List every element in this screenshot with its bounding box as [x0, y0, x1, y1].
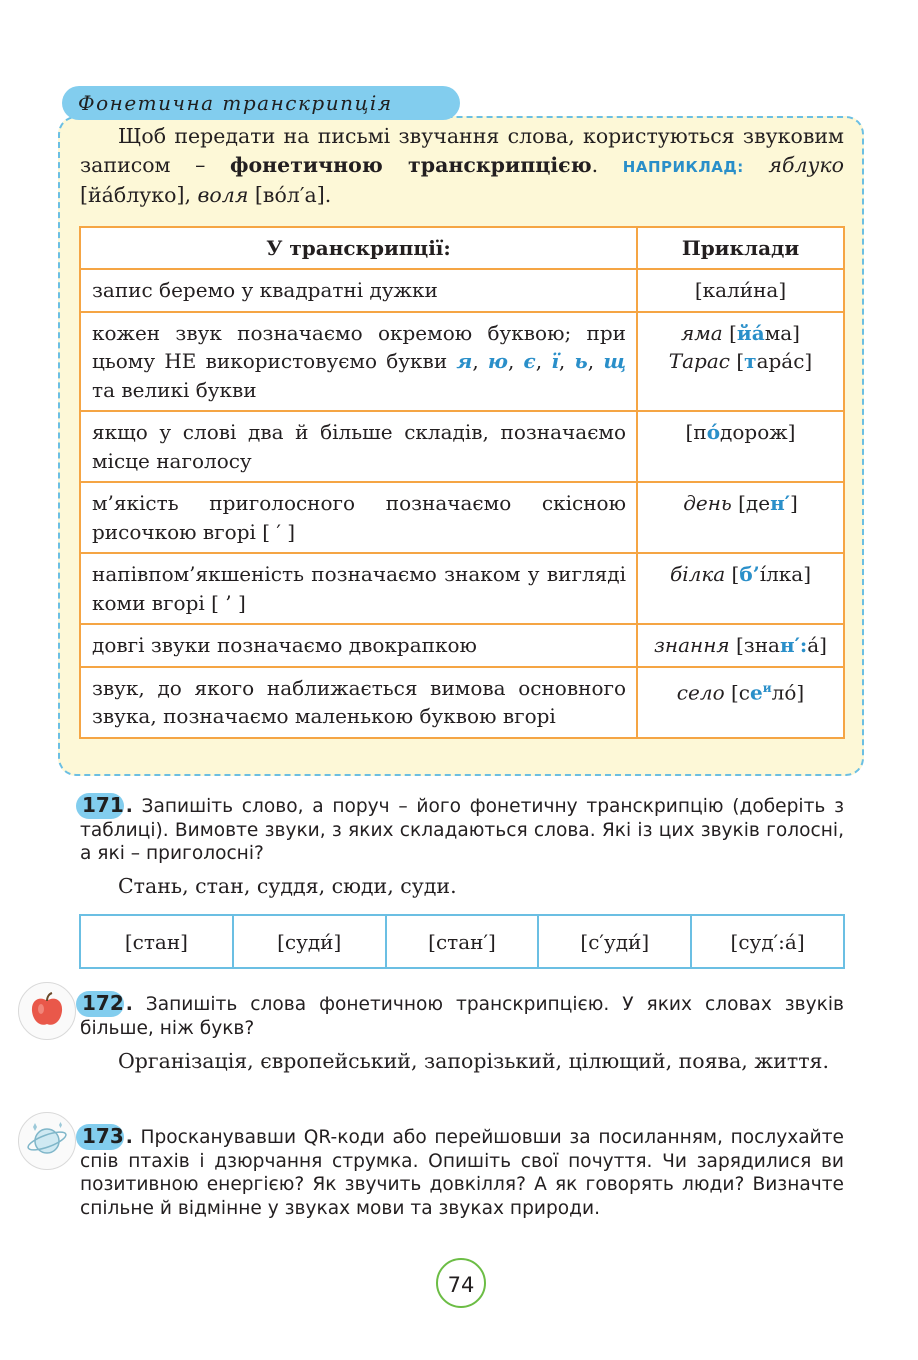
rule-cell: якщо у слові два й більше складів, позначаємо місце наголосу	[80, 411, 637, 482]
rule-text: кожен звук позначаємо окремою буквою; при цьому НЕ використовуємо букви	[92, 320, 626, 373]
task-number: 173	[82, 1124, 124, 1148]
apple-icon	[18, 982, 76, 1040]
example-trans-2: [во́л′а].	[248, 183, 332, 207]
intro-dot: .	[591, 152, 623, 177]
table-row	[80, 667, 844, 738]
example-post: дорож]	[720, 420, 796, 444]
table-row	[80, 915, 844, 968]
example-cell	[637, 624, 844, 667]
transcription-cell: [стан]	[80, 915, 233, 968]
rule-cell: кожен звук позначаємо окремою буквою; при цьому НЕ використовуємо букви я, ю, є, ї, ь, щ та великі букви	[80, 312, 637, 412]
example-pre: [де	[731, 491, 771, 515]
example-label: НАПРИКЛАД:	[622, 157, 744, 176]
letter-soft-sign: ь	[574, 349, 588, 373]
example-word-1: яблуко	[768, 152, 844, 177]
rule-cell: напівпом’якшеність позначаємо знаком у вигляді коми вгорі [ ’ ]	[80, 553, 637, 624]
example-cell: яма [йа́ма] Тарас [тара́с]	[637, 312, 844, 412]
task-172-words: Організація, європейський, запорізький, цілющий, поява, життя.	[118, 1049, 829, 1073]
rule-cell: м’якість приголосного позначаємо скісною рисочкою вгорі [ ′ ]	[80, 482, 637, 553]
example-post: ло́]	[771, 680, 805, 705]
letter-yi: ї	[551, 349, 559, 373]
rule-cell: звук, до якого наближається вимова основного звука, позначаємо маленькою буквою вгорі	[80, 667, 637, 738]
transcription-cell: [суд′:а́]	[691, 915, 844, 968]
table-header-row	[80, 227, 844, 269]
rule-title: Фонетична транскрипція	[62, 86, 460, 120]
example-post: і́лка]	[759, 562, 812, 586]
transcription-rules-table	[79, 226, 845, 739]
header-examples: Приклади	[637, 227, 844, 269]
task-number: 171	[82, 793, 124, 817]
example-word: знання	[654, 633, 730, 657]
highlight: б’	[739, 562, 760, 586]
example-pre: [	[725, 562, 740, 586]
rule-text-tail: та великі букви	[92, 377, 257, 402]
example-word: яма	[680, 320, 723, 345]
example-rest: ара́с]	[756, 349, 813, 373]
table-row	[80, 411, 844, 482]
highlight: о́	[706, 420, 721, 444]
highlight: н′:	[779, 633, 808, 657]
letter-ya: я	[456, 349, 473, 373]
letter-ye: є	[523, 349, 536, 373]
rule-intro	[80, 122, 844, 210]
highlight: йа́	[736, 320, 765, 345]
table-row	[80, 482, 844, 553]
transcription-answer-table	[79, 914, 845, 969]
highlight: т	[744, 349, 757, 373]
task-171-words: Стань, стан, суддя, сюди, суди.	[118, 874, 457, 898]
example-cell	[637, 667, 844, 738]
header-rules: У транскрипції:	[80, 227, 637, 269]
transcription-cell: [суди́]	[233, 915, 386, 968]
table-row	[80, 553, 844, 624]
example-cell: [кали́на]	[637, 269, 844, 312]
letter-shch: щ	[603, 349, 626, 373]
highlight: н′	[770, 491, 790, 515]
letter-yu: ю	[487, 349, 508, 373]
example-word: Тарас	[668, 349, 730, 373]
page-number: 74	[436, 1258, 486, 1308]
example-word: білка	[669, 562, 726, 586]
example-cell	[637, 411, 844, 482]
task-171: 171 . Запишіть слово, а поруч – його фонетичну транскрипцію (доберіть з таблиці). Вимовте звуки, з яких складаються слова. Які із цих звуків голосні, а які – приголосні?	[80, 793, 844, 864]
planet-icon	[18, 1112, 76, 1170]
example-word: день	[683, 491, 732, 515]
rule-cell: запис беремо у квадратні дужки	[80, 269, 637, 312]
task-173: 173 . Просканувавши QR-коди або перейшовши за посиланням, послухайте спів птахів і дзюрчання струмка. Опишіть свої почуття. Чи зарядилися ви позитивною енергією? Як звучить довкілля? А як говорять люди? Визначте спільне й відмінне у звуках мови та звуках природи.	[80, 1124, 844, 1219]
task-text: Запишіть слова фонетичною транскрипцією. У яких словах звуків більше, ніж букв?	[80, 994, 844, 1039]
table-row	[80, 312, 844, 412]
example-post: ]	[790, 491, 798, 515]
example-cell	[637, 482, 844, 553]
example-pre: [п	[685, 420, 707, 444]
highlight-sup: и	[762, 680, 772, 695]
table-row	[80, 269, 844, 312]
intro-term: фонетичною транскрипцією	[230, 152, 592, 177]
example-word-2: воля	[197, 183, 249, 207]
example-pre: [зна	[729, 633, 780, 657]
task-text: Запишіть слово, а поруч – його фонетичну транскрипцію (доберіть з таблиці). Вимовте звуки, з яких складаються слова. Які із цих звуків голосні, а які – приголосні?	[80, 796, 844, 864]
highlight: е	[749, 680, 763, 705]
example-pre: [с	[724, 680, 750, 705]
example-rest: ма]	[764, 320, 800, 345]
task-number: 172	[82, 991, 124, 1015]
example-cell	[637, 553, 844, 624]
example-post: а́]	[807, 633, 827, 657]
task-172: 172 . Запишіть слова фонетичною транскрипцією. У яких словах звуків більше, ніж букв?	[80, 991, 844, 1039]
example-trans-1: [йа́блуко],	[80, 183, 198, 207]
intro-text: Щоб передати на письмі звучання слова, користуються звуковим записом –	[80, 124, 844, 177]
example-word: село	[676, 680, 725, 705]
task-text: Просканувавши QR-коди або перейшовши за посиланням, послухайте спів птахів і дзюрчання струмка. Опишіть свої почуття. Чи зарядилися ви позитивною енергією? Як звучить довкілля? А як говорять люди? Визначте спільне й відмінне у звуках мови та звуках природи.	[80, 1127, 844, 1219]
rule-cell: довгі звуки позначаємо двокрапкою	[80, 624, 637, 667]
transcription-cell: [с′уди́]	[538, 915, 691, 968]
transcription-cell: [стан′]	[386, 915, 539, 968]
table-row	[80, 624, 844, 667]
